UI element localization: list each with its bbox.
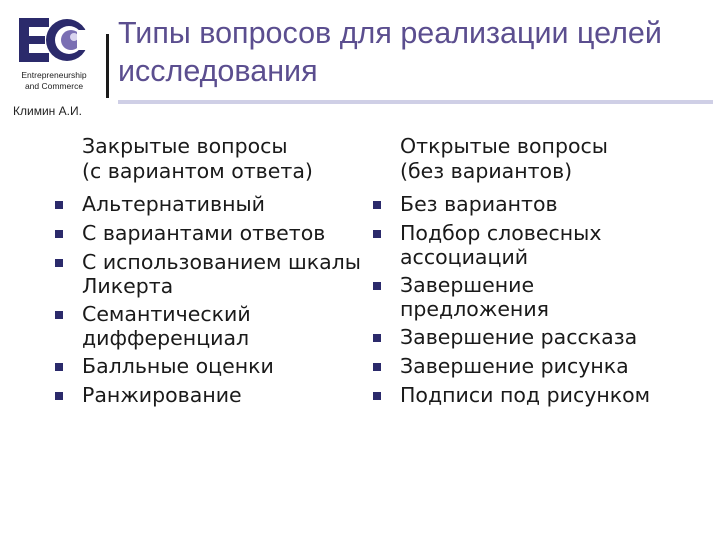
closed-questions-heading bbox=[82, 134, 313, 184]
list-item-text: Альтернативный bbox=[82, 192, 265, 216]
logo-caption bbox=[14, 70, 94, 92]
list-item bbox=[82, 300, 382, 350]
list-item bbox=[82, 381, 382, 410]
slide-title-line2: исследования bbox=[118, 54, 318, 88]
open-questions-heading bbox=[400, 134, 608, 184]
list-item bbox=[82, 190, 382, 219]
square-bullet-icon bbox=[55, 230, 63, 238]
slide-title bbox=[118, 14, 708, 90]
list-item bbox=[400, 219, 710, 269]
list-item-text: С вариантами ответов bbox=[82, 221, 326, 245]
title-divider bbox=[106, 34, 109, 98]
list-item-text: С использованием шкалы bbox=[82, 250, 361, 274]
square-bullet-icon bbox=[373, 201, 381, 209]
square-bullet-icon bbox=[373, 282, 381, 290]
square-bullet-icon bbox=[373, 392, 381, 400]
list-item-text-continued: предложения bbox=[400, 297, 549, 321]
slide-title-line1: Типы вопросов для реализации целей bbox=[118, 16, 662, 50]
author-label: Климин А.И. bbox=[13, 104, 82, 118]
list-item bbox=[400, 271, 710, 321]
list-item-text: Подписи под рисунком bbox=[400, 383, 651, 407]
list-item bbox=[82, 352, 382, 381]
list-item-text: Завершение bbox=[400, 273, 535, 297]
logo-caption-line2: and Commerce bbox=[24, 81, 84, 91]
list-item-text: Завершение рассказа bbox=[400, 325, 638, 349]
list-item bbox=[400, 190, 710, 219]
logo bbox=[14, 16, 94, 94]
list-item-text: Завершение рисунка bbox=[400, 354, 629, 378]
closed-questions-heading-line2: (с вариантом ответа) bbox=[82, 159, 313, 183]
list-item bbox=[400, 323, 710, 352]
list-item bbox=[400, 352, 710, 381]
closed-questions-list bbox=[82, 190, 382, 410]
square-bullet-icon bbox=[373, 230, 381, 238]
list-item bbox=[400, 381, 710, 410]
square-bullet-icon bbox=[55, 311, 63, 319]
list-item-text: Балльные оценки bbox=[82, 354, 274, 378]
list-item-text-continued: ассоциаций bbox=[400, 245, 529, 269]
logo-caption-line1: Entrepreneurship bbox=[21, 70, 87, 80]
closed-questions-heading-line1: Закрытые вопросы bbox=[82, 134, 288, 158]
list-item bbox=[82, 219, 382, 248]
list-item-text-continued: Ликерта bbox=[82, 274, 174, 298]
header-underline bbox=[118, 100, 713, 104]
square-bullet-icon bbox=[55, 201, 63, 209]
open-questions-heading-line1: Открытые вопросы bbox=[400, 134, 608, 158]
square-bullet-icon bbox=[55, 259, 63, 267]
square-bullet-icon bbox=[373, 334, 381, 342]
square-bullet-icon bbox=[55, 363, 63, 371]
list-item-text: Подбор словесных bbox=[400, 221, 602, 245]
list-item-text: Семантический bbox=[82, 302, 251, 326]
list-item-text: Ранжирование bbox=[82, 383, 242, 407]
list-item bbox=[82, 248, 382, 298]
list-item-text-continued: дифференциал bbox=[82, 326, 250, 350]
ec-logo-mark bbox=[19, 16, 89, 64]
open-questions-list bbox=[400, 190, 710, 410]
square-bullet-icon bbox=[55, 392, 63, 400]
list-item-text: Без вариантов bbox=[400, 192, 558, 216]
open-questions-heading-line2: (без вариантов) bbox=[400, 159, 573, 183]
square-bullet-icon bbox=[373, 363, 381, 371]
